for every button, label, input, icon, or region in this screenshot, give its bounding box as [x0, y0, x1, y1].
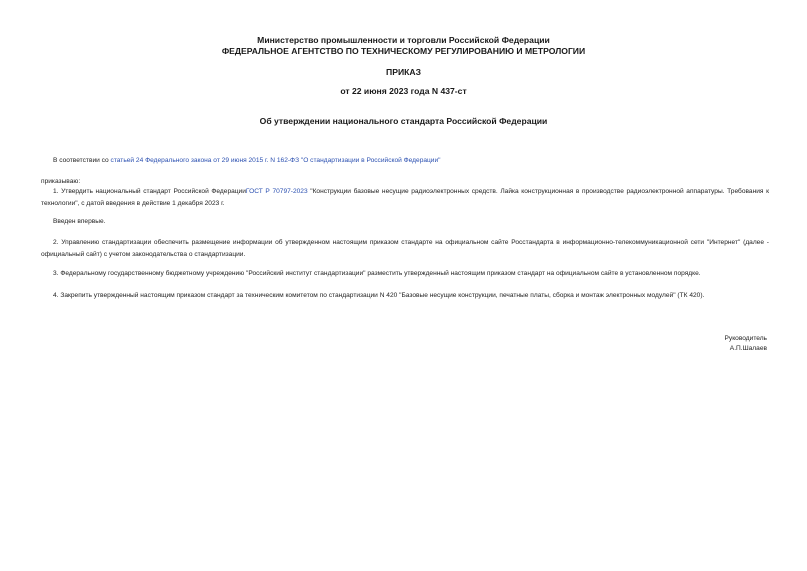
ministry-name: Министерство промышленности и торговли Российской Федерации: [257, 35, 550, 45]
item-2: 2. Управлению стандартизации обеспечить размещение информации об утвержденном настоящим приказом стандарте на официальном сайте Росстандарта в информационно-телекоммуникационной сети "Интернет" (далее - официальный сайт) с учетом законодательства о стандартизации.: [41, 239, 769, 258]
agency-name: ФЕДЕРАЛЬНОЕ АГЕНТСТВО ПО ТЕХНИЧЕСКОМУ РЕГУЛИРОВАНИЮ И МЕТРОЛОГИИ: [221, 46, 586, 56]
orders-word: приказываю:: [41, 178, 81, 185]
item-3: 3. Федеральному государственному бюджетному учреждению "Российский институт стандартизации" разместить утвержденный настоящим приказом стандарт на официальном сайте в установленном порядке.: [53, 270, 701, 277]
preamble: [41, 155, 769, 167]
preamble-prefix: В соответствии со: [53, 157, 111, 164]
doc-title: Об утверждении национального стандарта Российской Федерации: [259, 116, 548, 126]
signature-name: А.П.Шалаев: [729, 345, 767, 352]
item-4: 4. Закрепить утвержденный настоящим приказом стандарт за техническим комитетом по стандартизации N 420 "Базовые несущие конструкции, печатные платы, сборка и монтаж электронных модулей" (ТК 420).: [53, 292, 705, 299]
doc-type: ПРИКАЗ: [386, 67, 421, 77]
law-link[interactable]: статьей 24 Федерального закона от 29 июня 2015 г. N 162-ФЗ "О стандартизации в Российской Федерации": [110, 157, 441, 164]
gost-link[interactable]: ГОСТ Р 70797-2023: [245, 188, 308, 195]
item-1: [41, 186, 769, 209]
signature-position: Руководитель: [724, 335, 767, 342]
item-1-suffix: "Конструкции базовые несущие радиоэлектронных средств. Лайка конструкционная в производстве радиоэлектронной аппаратуры. Требования к технологии", с датой введения в действие 1 декабря 2023 г.: [41, 188, 769, 207]
introduced-note: Введен впервые.: [53, 218, 106, 225]
doc-date-number: от 22 июня 2023 года N 437-ст: [340, 86, 467, 96]
item-1-prefix: 1. Утвердить национальный стандарт Российской Федерации: [53, 188, 246, 195]
